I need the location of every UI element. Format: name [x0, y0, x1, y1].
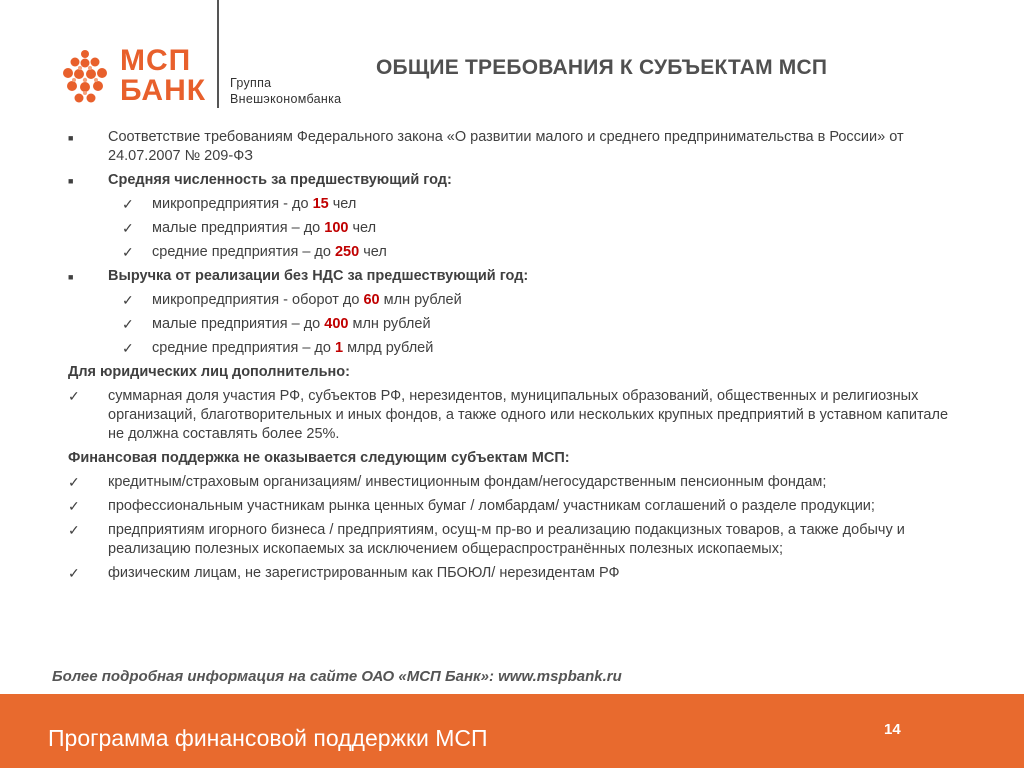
- logo-wordmark: [120, 46, 206, 106]
- header-divider: [217, 0, 219, 108]
- check-icon: ✓: [122, 196, 134, 212]
- check-icon: ✓: [122, 316, 134, 332]
- text: микропредприятия - до: [152, 196, 313, 212]
- value: 250: [334, 244, 360, 260]
- revenue-heading: Выручка от реализации без НДС за предшествующий год:: [108, 268, 529, 284]
- excluded-text: предприятиям игорного бизнеса / предприятиям, осущ-м пр-во и реализацию подакцизных товаров, а также добычу и реализацию полезных ископаемых за исключением общераспространённых полезных ископаемых;: [108, 522, 905, 557]
- square-bullet-icon: ■: [68, 133, 74, 143]
- value: 15: [312, 196, 329, 212]
- excluded-heading: Финансовая поддержка не оказывается следующим субъектам МСП:: [68, 450, 570, 466]
- list-item-revenue-medium: [68, 339, 968, 358]
- text: средние предприятия – до: [152, 340, 335, 356]
- check-icon: ✓: [68, 388, 80, 404]
- value: 60: [363, 292, 380, 308]
- list-item-excluded-3: [68, 521, 968, 559]
- list-item-headcount-micro: [68, 195, 968, 214]
- group-caption: [230, 75, 341, 107]
- list-item-headcount: [68, 171, 968, 190]
- list-item-revenue: [68, 267, 968, 286]
- logo-line-2: БАНК: [120, 74, 207, 107]
- text: малые предприятия – до: [152, 220, 325, 236]
- list-item-legal-share: [68, 387, 968, 444]
- pine-cone-icon: [60, 48, 110, 108]
- list-item-headcount-small: [68, 219, 968, 238]
- group-line-2: Внешэкономбанка: [230, 92, 342, 106]
- unit: чел: [359, 244, 387, 260]
- check-icon: ✓: [68, 522, 80, 538]
- page-title: ОБЩИЕ ТРЕБОВАНИЯ К СУБЪЕКТАМ МСП: [376, 56, 828, 79]
- unit: млн рублей: [379, 292, 462, 308]
- more-info-note: Более подробная информация на сайте ОАО «МСП Банк»: www.mspbank.ru: [52, 668, 622, 685]
- square-bullet-icon: ■: [68, 272, 74, 282]
- page-number: 14: [884, 721, 901, 738]
- logo-line-1: МСП: [120, 44, 192, 77]
- excluded-text: профессиональным участникам рынка ценных бумаг / ломбардам/ участникам соглашений о разделе продукции;: [108, 498, 875, 514]
- legal-share-text: суммарная доля участия РФ, субъектов РФ, нерезидентов, муниципальных образований, общественных и религиозных организаций, благотворительных и иных фондов, а также одного или нескольких крупных предприятий в уставном капитале не должна составлять более 25%.: [108, 388, 949, 442]
- list-item-revenue-small: [68, 315, 968, 334]
- check-icon: ✓: [68, 565, 80, 581]
- value: 1: [334, 340, 344, 356]
- check-icon: ✓: [68, 474, 80, 490]
- text: малые предприятия – до: [152, 316, 325, 332]
- msp-bank-logo: [60, 44, 220, 114]
- list-item-excluded-2: [68, 497, 968, 516]
- unit: млн рублей: [348, 316, 431, 332]
- law-text: Соответствие требованиям Федерального закона «О развитии малого и среднего предпринимательства в России» от 24.07.2007 № 209-ФЗ: [108, 129, 904, 164]
- check-icon: ✓: [122, 292, 134, 308]
- square-bullet-icon: ■: [68, 176, 74, 186]
- list-item-excluded-4: [68, 564, 968, 583]
- headcount-heading: Средняя численность за предшествующий год:: [108, 172, 452, 188]
- unit: чел: [348, 220, 377, 236]
- list-item-law: [68, 128, 968, 166]
- check-icon: ✓: [122, 340, 134, 356]
- legal-heading: Для юридических лиц дополнительно:: [68, 364, 350, 380]
- text: средние предприятия – до: [152, 244, 335, 260]
- check-icon: ✓: [122, 220, 134, 236]
- program-title: Программа финансовой поддержки МСП: [48, 725, 488, 751]
- list-item-headcount-medium: [68, 243, 968, 262]
- excluded-text: кредитным/страховым организациям/ инвестиционным фондам/негосударственным пенсионным фондам;: [108, 474, 827, 490]
- value: 100: [324, 220, 349, 236]
- check-icon: ✓: [122, 244, 134, 260]
- requirements-list: [68, 128, 968, 588]
- excluded-text: физическим лицам, не зарегистрированным как ПБОЮЛ/ нерезидентам РФ: [108, 565, 620, 581]
- unit: чел: [328, 196, 357, 212]
- unit: млрд рублей: [343, 340, 434, 356]
- list-item-revenue-micro: [68, 291, 968, 310]
- value: 400: [324, 316, 349, 332]
- check-icon: ✓: [68, 498, 80, 514]
- group-line-1: Группа: [230, 76, 272, 90]
- list-item-excluded-1: [68, 473, 968, 492]
- text: микропредприятия - оборот до: [152, 292, 364, 308]
